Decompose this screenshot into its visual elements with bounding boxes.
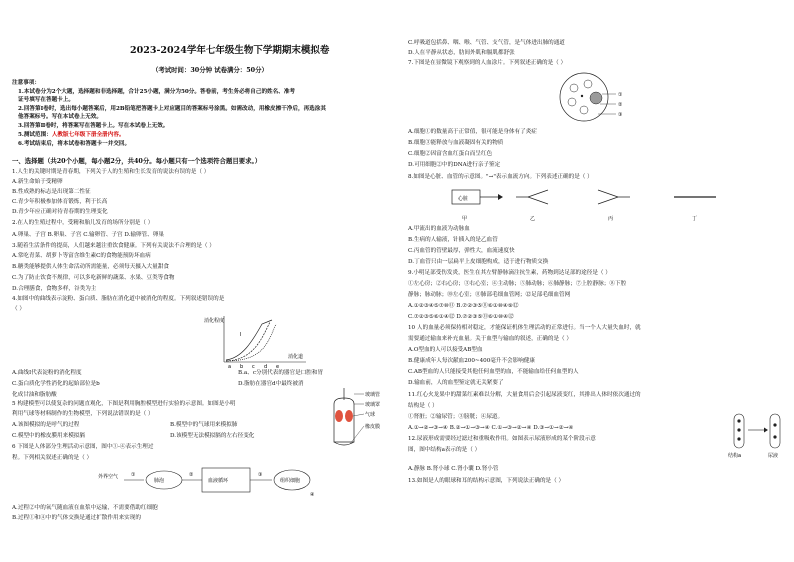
q3-option-d: D.合理膳食，食物多样，谷类为主 bbox=[12, 286, 97, 292]
test-scope: 人教版七年级下册全册内容。 bbox=[51, 132, 125, 138]
q9-options-cd: C.⑦②③⑤⑥①④⑫ D.⑦②③⑤⑪⑥①⑩④⑫ bbox=[408, 314, 514, 320]
q6-stem: 6 下图是人体部分生理活动示意图，图中①-④表示生理过 bbox=[12, 444, 154, 450]
q1-option-c: C.青少年积极参加体育锻炼，利于长高 bbox=[12, 199, 108, 205]
note-2b: 他答案标号。写在本试卷上无效。 bbox=[18, 114, 102, 120]
q4-digestion-figure bbox=[202, 312, 312, 368]
q12-label-urine: 尿液 bbox=[768, 453, 779, 459]
q11-options: A.①→②→③→④ B.②→①→③→④ C.①→③→②→④ D.③→①→②→④ bbox=[408, 425, 574, 431]
note-1b: 证号填写在答题卡上。 bbox=[18, 97, 74, 103]
q12-urine-tube bbox=[770, 414, 780, 448]
notes-heading: 注意事项： bbox=[12, 80, 40, 86]
q5-label-membrane: 橡皮膜 bbox=[365, 424, 381, 430]
q4-organ-a: a bbox=[228, 364, 232, 368]
q4-organ-d: d bbox=[264, 364, 268, 368]
q6-process-figure bbox=[98, 462, 330, 502]
q5-option-d: D.该模型无法模拟膈的左右径变化 bbox=[170, 433, 255, 439]
q11-stem-cont: 结构是（ ） bbox=[408, 403, 438, 409]
q3-option-b: B.糖类能够提供人体生命活动所需能量，必须每天摄入大量甜食 bbox=[12, 264, 169, 270]
q9-options-ab: A.①②③④⑤⑦⑩⑪ B.⑦②③⑤⑪⑥①⑩④⑨⑫ bbox=[408, 303, 519, 309]
q9-items: ①左心房；②右心房；③右心室；④主动脉；⑤肺动脉；⑥肺静脉；⑦上腔静脉；⑧下腔 bbox=[408, 281, 627, 287]
q7-white-cell bbox=[590, 92, 602, 104]
q9-stem: 9.小明足部受伤发炎，医生在其左臂静脉滴注抗生素，药物到达足部的途径是（ ） bbox=[408, 270, 611, 276]
q5-stem: 5 构建模型可以使复杂的问题直观化，下图是利用胸腔模型进行实验的示意图。如图是小明 bbox=[12, 401, 236, 407]
note-5: 6.考试结束后，将本试卷和答题卡一并交回。 bbox=[18, 141, 131, 147]
note-3: 3.回答第Ⅱ卷时，将答案写在答题卡上。写在本试卷上无效。 bbox=[18, 123, 169, 129]
q5-balloon-left bbox=[335, 410, 343, 422]
q7-stem: 7.下图是在显微镜下观察到的人血涂片。下列叙述正确的是（ ） bbox=[408, 60, 567, 66]
q8-option-b: B.生病的人输液，针插入的是乙血管 bbox=[408, 237, 498, 243]
q8-option-c: C.丙血管的管壁最厚，弹性大，血流速度快 bbox=[408, 248, 515, 254]
q6-box-tissue: 组织细胞 bbox=[280, 478, 301, 484]
q4-option-b: B.a、c分别代表的器官是口腔和胃 bbox=[238, 370, 324, 376]
q6-box-alveolus: 肺泡 bbox=[154, 478, 165, 484]
q5-balloon-right bbox=[345, 410, 353, 422]
q12-particle bbox=[737, 419, 740, 422]
q8-name-yi: 乙 bbox=[530, 216, 536, 222]
q2-stem: 2.在人的生殖过程中，受精和胎儿发育的场所分别是（ ） bbox=[12, 220, 154, 226]
q13-stem: 13.如图是人的眼球和耳的结构示意图，下列说法正确的是（ ） bbox=[408, 478, 565, 484]
q7-option-a: A.细胞①的数量高于正常值，很可能是身体有了炎症 bbox=[408, 129, 537, 135]
q1-option-b: B.性成熟的标志是出现第二性征 bbox=[12, 189, 91, 195]
q8-option-a: A.甲流出的血液为动脉血 bbox=[408, 226, 470, 232]
q12-urine-figure bbox=[728, 410, 792, 460]
q4-x-label: 消化道 bbox=[288, 354, 304, 360]
q7-label-3: ③ bbox=[618, 112, 623, 118]
q1-option-a: A.新生命始于受精卵 bbox=[12, 179, 63, 185]
q6-step-4: ④ bbox=[310, 492, 315, 498]
left-column bbox=[12, 0, 397, 562]
q10-option-c: C.AB型血的人只能接受其他任何血型的血，不能输血给任何血型的人 bbox=[408, 369, 579, 375]
note-4 bbox=[18, 132, 125, 139]
q8-vessel-yi bbox=[516, 190, 548, 204]
q11-items: ①肾脏；②输尿管；③膀胱；④尿道。 bbox=[408, 414, 504, 420]
q6-box-circulation: 血液循环 bbox=[208, 478, 229, 484]
q5-option-a: A.该图模拟的是呼气的过程 bbox=[12, 422, 80, 428]
q5-label-balloon: 气球 bbox=[365, 412, 376, 418]
q8-stem: 8.如图是心脏、血管的示意图。"→"表示血流方向。下列表述正确的是（ ） bbox=[408, 174, 593, 180]
q12-label-a: 结构a bbox=[728, 453, 742, 459]
exam-subtitle: （考试时间：30分钟 试卷满分：50分） bbox=[152, 66, 268, 74]
q10-stem-cont: 需要通过输血来补充血量。关于血型与输血的叙述，正确的是（ ） bbox=[408, 336, 572, 342]
q3-option-c: C.为了防止饮食不规律，可以多吃新鲜的蔬菜、水果、豆类等食物 bbox=[12, 275, 175, 281]
q7-option-c: C.细胞②因富含血红蛋白而呈红色 bbox=[408, 151, 493, 157]
q5-breathing-model-figure bbox=[330, 386, 392, 462]
q8-vessel-figure bbox=[448, 184, 748, 224]
q5-option-b: B.模型中的气球用来模拟肺 bbox=[170, 422, 238, 428]
q5-option-c: C.模型中的橡皮膜用来模拟膈 bbox=[12, 433, 85, 439]
q6-option-b: B.过程①和④中的气体交换是通过扩散作用来实现的 bbox=[12, 515, 141, 521]
q4-organ-c: c bbox=[252, 364, 255, 368]
q12-particle bbox=[737, 437, 740, 440]
q10-option-b: B.健康成年人每次献血200~400毫升不会影响健康 bbox=[408, 358, 536, 364]
q6-box-air: 外界空气 bbox=[98, 474, 119, 480]
q12-particle bbox=[737, 428, 740, 431]
q4-stem: 4.如图中的曲线表示淀粉、蛋白质、脂肪在消化道中被消化的程度。下列叙述错误的是 bbox=[12, 296, 225, 302]
q6-step-1: ① bbox=[131, 472, 136, 478]
q12-arrowhead bbox=[764, 428, 768, 433]
q12-options-line: A.静脉 B.肾小球 C.肾小囊 D.肾小管 bbox=[408, 466, 499, 472]
q5-label-jar: 玻璃罩 bbox=[365, 402, 381, 408]
q7-option-b: B.细胞③能释放与血液凝固有关的物质 bbox=[408, 140, 504, 146]
section-1-title: 一、选择题（共20个小题，每小题2分，共40分。每小题只有一个选项符合题目要求。） bbox=[12, 157, 262, 165]
q3-stem: 3.随着生活条件的提高，人们越来越注重饮食健康。下列有关说法不合理的是（ ） bbox=[12, 243, 215, 249]
q12-particle bbox=[773, 423, 776, 426]
q7-option-d: D.可用细胞②中的DNA进行亲子鉴定 bbox=[408, 162, 501, 168]
q4-organ-b: b bbox=[240, 364, 244, 368]
q8-vessel-bing bbox=[598, 190, 630, 204]
q5-leader-4 bbox=[350, 426, 364, 444]
q8-name-jia: 甲 bbox=[462, 216, 468, 222]
note-1a: 1.本试卷分为2个大题，选择题和非选择题，合计25小题，满分为50分。答卷前，考生务必将自己的姓名、准考 bbox=[18, 89, 296, 95]
q7-label-1: ① bbox=[618, 92, 623, 98]
q12-stem: 12.尿液形成需要经过滤过和重吸收作用。如图表示尿液形成的某个阶段示意 bbox=[408, 436, 596, 442]
exam-title: 2023-2024学年七年级生物下学期期末模拟卷 bbox=[130, 45, 330, 56]
q7-platelet bbox=[581, 95, 583, 97]
q4-option-c: C.蛋白质化学性消化的起始部位是b bbox=[12, 381, 100, 387]
q6-step-3: ③ bbox=[258, 472, 263, 478]
q4-organ-e: e bbox=[276, 364, 280, 368]
q1-option-d: D.青少年应正确对待青春期的生理变化 bbox=[12, 209, 108, 215]
q4-curve-2 bbox=[226, 322, 270, 361]
q10-stem: 10 人的血量必须保持相对稳定，才能保证机体生理活动的正常进行。当一个人大量失血时，就 bbox=[408, 325, 641, 331]
q1-stem: 1.人生的关键时期是青春期，下列关于人的生殖和生长发育的说法有误的是（ ） bbox=[12, 169, 210, 175]
q6-option-c: C.呼吸道包括鼻、咽、喉、气管、支气管，是气体进出肺的通道 bbox=[408, 40, 565, 46]
q12-particle bbox=[773, 435, 776, 438]
q6-step-2: ② bbox=[189, 472, 194, 478]
q6-stem-cont: 程。下列相关叙述正确的是（ ） bbox=[12, 455, 93, 461]
q4-y-label: 消化程度 bbox=[204, 318, 225, 324]
q8-name-bing: 丙 bbox=[608, 216, 614, 222]
q9-items-cont: 静脉；脉动脉；⑩左心室；⑪肺部毛细血管网；⑫足部毛细血管网 bbox=[408, 292, 571, 298]
note-2a: 2.回答第Ⅰ卷时，选出每小题答案后，用2B铅笔把答题卡上对应题目的答案标号涂黑。如需改动，用橡皮擦干净后，再选涂其 bbox=[18, 106, 326, 112]
q4-option-d: D.脂肪在器官d中最终被消 bbox=[238, 381, 304, 387]
q4-stem-cont: （ ） bbox=[12, 306, 25, 312]
q4-curve-1 bbox=[226, 320, 272, 360]
q8-option-d: D.丁血管只由一层扁平上皮细胞构成，适于进行物质交换 bbox=[408, 259, 549, 265]
q12-stem-cont: 图，图中结构a表示的是（ ） bbox=[408, 447, 481, 453]
q4-curve-label: Ⅰ bbox=[240, 332, 242, 338]
q7-blood-smear-figure bbox=[558, 70, 630, 126]
q3-option-a: A.常吃青菜、胡萝卜等富含维生素C的食物能预防坏血病 bbox=[12, 253, 151, 259]
q10-option-a: A.O型血的人可以接受AB型血 bbox=[408, 347, 483, 353]
q5-label-tube: 玻璃管 bbox=[365, 392, 381, 398]
q5-stem-cont: 利用气球等材料制作的生物模型，下列说法错误的是（ ） bbox=[12, 411, 154, 417]
q6-option-d: D.人在平静从状态，肋间外肌和膈肌都舒张 bbox=[408, 50, 515, 56]
q8-arrow-jia bbox=[498, 194, 503, 200]
note-4-prefix: 5.测试范围： bbox=[18, 132, 52, 138]
q8-heart-label: 心脏 bbox=[458, 196, 469, 202]
q7-label-2: ② bbox=[618, 102, 623, 108]
q10-option-d: D.输血前，人的血型鉴定就无关紧要了 bbox=[408, 380, 504, 386]
right-column bbox=[408, 0, 793, 562]
q5-leader-3 bbox=[353, 414, 364, 416]
q4-option-d-cont: 化成甘油和脂肪酸 bbox=[12, 392, 57, 398]
q2-options: A.卵巢、子宫 B.卵巢、子宫 C.输卵管、子宫 D.输卵管、卵巢 bbox=[12, 232, 165, 238]
q6-option-a: A.过程②中的氧气随血液在血浆中运输，不需要借助红细胞 bbox=[12, 505, 158, 511]
q4-option-a: A.曲线Ⅰ代表淀粉的消化程度 bbox=[12, 370, 82, 376]
q8-name-ding: 丁 bbox=[692, 216, 698, 222]
q11-stem: 11.红心火龙果中的甜菜红素难以分解，大量食用后会引起尿液变红，其排出人体时依次通过的 bbox=[408, 392, 641, 398]
